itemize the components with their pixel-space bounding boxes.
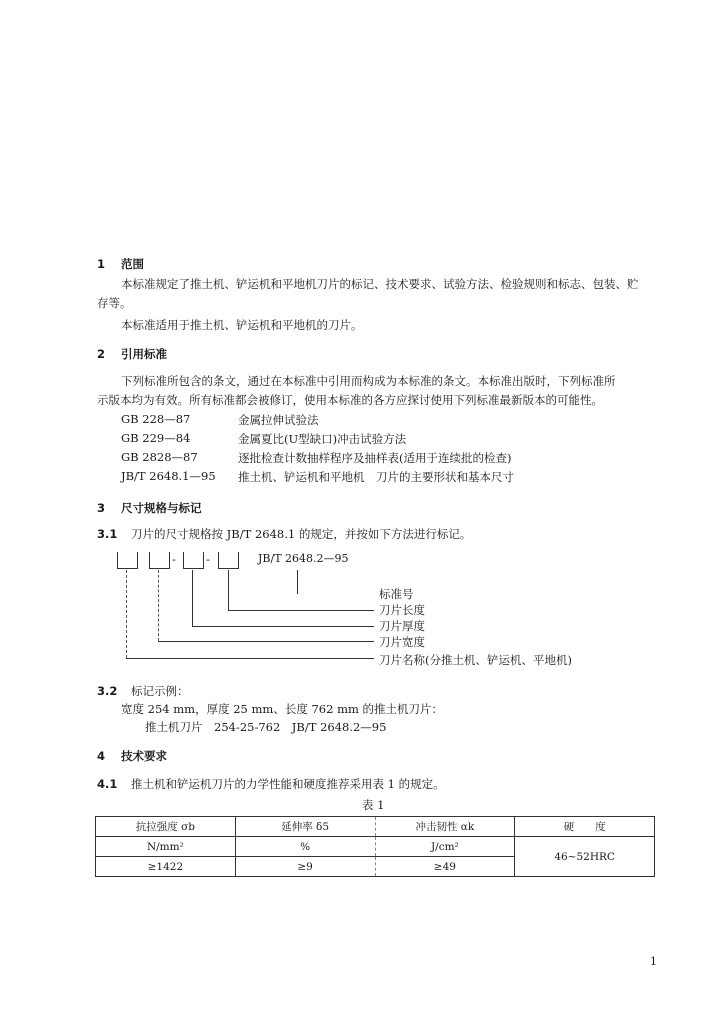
reference-title: 推土机、铲运机和平地机 刀片的主要形状和基本尺寸	[238, 470, 514, 484]
leader-line	[192, 570, 193, 626]
section-4-heading	[97, 748, 167, 764]
leader-line	[228, 570, 229, 610]
leader-line	[158, 641, 374, 642]
reference-code: GB 229—84	[121, 431, 191, 445]
scope-paragraph-1-line-2: 存等。	[97, 296, 132, 310]
hardness-value: 46~52HRC	[515, 837, 655, 877]
clause-text: 推土机和铲运机刀片的力学性能和硬度推荐采用表 1 的规定。	[131, 777, 445, 791]
reference-code: GB 228—87	[121, 412, 191, 426]
section-number: 4	[97, 749, 106, 763]
value-cell: ≥49	[375, 857, 515, 877]
section-number: 2	[97, 347, 106, 361]
reference-code: GB 2828—87	[121, 450, 198, 464]
section-number: 3	[97, 501, 106, 515]
clause-text: 标记示例：	[131, 684, 189, 698]
example-line-1: 宽度 254 mm，厚度 25 mm、长度 762 mm 的推土机刀片：	[121, 702, 444, 716]
header-elongation: 延伸率 δ5	[235, 817, 375, 837]
page-number: 1	[650, 955, 657, 968]
table-caption: 表 1	[362, 798, 385, 812]
header-impact-toughness: 冲击韧性 αk	[375, 817, 515, 837]
standard-code: JB/T 2648.2—95	[258, 552, 349, 565]
name-box	[117, 552, 138, 569]
clause-number: 3.2	[97, 684, 118, 698]
table-units-row	[96, 837, 655, 857]
section-title: 范围	[121, 257, 145, 271]
reference-title: 逐批检查计数抽样程序及抽样表(适用于连续批的检查)	[238, 451, 512, 465]
scope-paragraph-2: 本标准适用于推土机、铲运机和平地机的刀片。	[121, 318, 363, 332]
table-header-row	[96, 817, 655, 837]
references-intro-line-1: 下列标准所包含的条文，通过在本标准中引用而构成为本标准的条文。本标准出版时，下列标准所	[121, 374, 616, 388]
header-hardness: 硬 度	[515, 817, 655, 837]
thickness-box	[183, 552, 204, 569]
section-title: 尺寸规格与标记	[121, 501, 202, 515]
mechanical-properties-table	[95, 816, 655, 877]
separator: -	[206, 552, 210, 566]
reference-title: 金属拉伸试验法	[238, 413, 319, 427]
leader-line	[126, 570, 127, 658]
example-line-2: 推土机刀片 254-25-762 JB/T 2648.2—95	[145, 720, 387, 734]
diagram-label: 刀片宽度	[379, 635, 425, 649]
header-tensile-strength: 抗拉强度 σb	[96, 817, 236, 837]
clause-3-2	[97, 683, 189, 699]
diagram-label: 标准号	[379, 587, 414, 601]
unit-cell: J/cm²	[375, 837, 515, 857]
reference-code: JB/T 2648.1—95	[121, 469, 216, 483]
unit-cell: N/mm²	[96, 837, 236, 857]
length-box	[218, 552, 239, 569]
reference-title: 金属夏比(U型缺口)冲击试验方法	[238, 432, 407, 446]
leader-line	[126, 658, 374, 659]
section-title: 技术要求	[121, 749, 168, 763]
diagram-label: 刀片名称(分推土机、铲运机、平地机)	[379, 653, 572, 667]
diagram-label: 刀片厚度	[379, 619, 425, 633]
clause-number: 4.1	[97, 777, 118, 791]
section-number: 1	[97, 257, 106, 271]
scope-paragraph-1-line-1: 本标准规定了推土机、铲运机和平地机刀片的标记、技术要求、试验方法、检验规则和标志、包装、贮	[121, 277, 639, 291]
width-box	[149, 552, 170, 569]
leader-line	[228, 610, 374, 611]
leader-line	[192, 626, 374, 627]
value-cell: ≥9	[235, 857, 375, 877]
leader-line	[297, 570, 298, 594]
unit-cell: %	[235, 837, 375, 857]
clause-number: 3.1	[97, 527, 118, 541]
clause-4-1	[97, 776, 445, 792]
references-intro-line-2: 示版本均为有效。所有标准都会被修订，使用本标准的各方应探讨使用下列标准最新版本的可能性。	[97, 393, 603, 407]
clause-3-1	[97, 526, 471, 542]
section-3-heading	[97, 500, 202, 516]
clause-text: 刀片的尺寸规格按 JB/T 2648.1 的规定，并按如下方法进行标记。	[131, 527, 472, 541]
section-1-heading	[97, 256, 144, 272]
diagram-label: 刀片长度	[379, 603, 425, 617]
leader-line	[158, 570, 159, 641]
section-2-heading	[97, 346, 167, 362]
value-cell: ≥1422	[96, 857, 236, 877]
section-title: 引用标准	[121, 347, 168, 361]
separator: -	[172, 552, 176, 566]
